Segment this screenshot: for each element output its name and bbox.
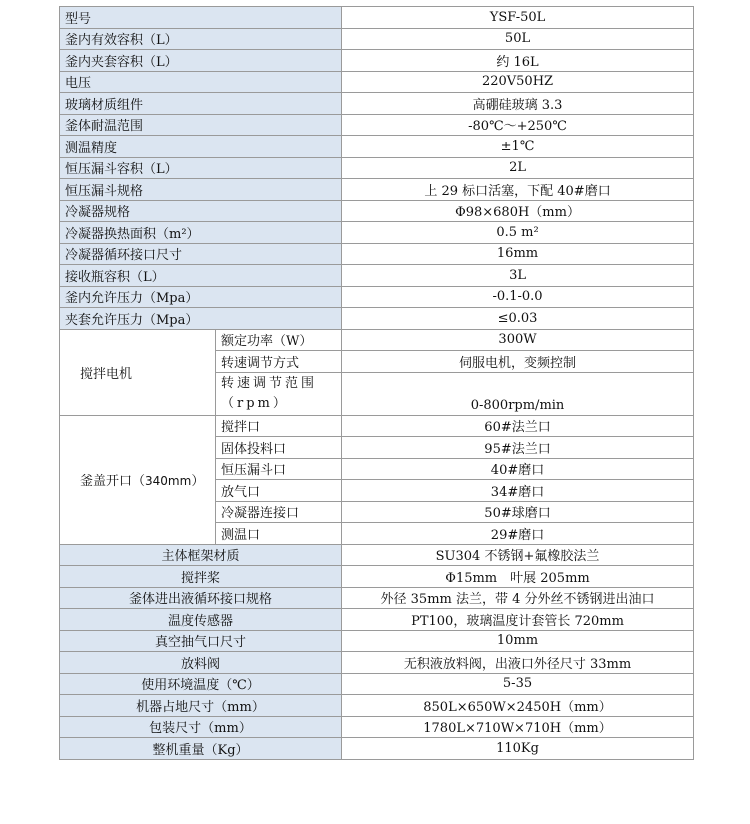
table-row [60, 566, 694, 588]
port-label: 冷凝器连接口 [216, 501, 342, 523]
spec-label: 主体框架材质 [60, 544, 342, 566]
port-value: 50#球磨口 [342, 501, 694, 523]
spec-label: 釜内有效容积（L） [60, 28, 342, 50]
spec-label: 恒压漏斗规格 [60, 179, 342, 201]
port-label: 搅拌口 [216, 415, 342, 437]
spec-label: 测温精度 [60, 136, 342, 158]
spec-value: PT100，玻璃温度计套管长 720mm [342, 609, 694, 631]
spec-value: 2L [342, 157, 694, 179]
spec-label: 整机重量（Kg） [60, 738, 342, 760]
port-label: 测温口 [216, 523, 342, 545]
spec-value: ≤0.03 [342, 308, 694, 330]
spec-label: 冷凝器规格 [60, 200, 342, 222]
spec-label: 冷凝器换热面积（m²） [60, 222, 342, 244]
spec-label: 型号 [60, 7, 342, 29]
table-row [60, 587, 694, 609]
table-row [60, 308, 694, 330]
spec-value: 50L [342, 28, 694, 50]
port-value: 60#法兰口 [342, 415, 694, 437]
spec-value: 0.5 m² [342, 222, 694, 244]
port-label: 放气口 [216, 480, 342, 502]
lid-group-unit: 340mm [145, 474, 192, 488]
table-row [60, 200, 694, 222]
spec-label: 接收瓶容积（L） [60, 265, 342, 287]
spec-value: 无积液放料阀，出液口外径尺寸 33mm [342, 652, 694, 674]
port-value: 40#磨口 [342, 458, 694, 480]
motor-range-value: 0-800rpm/min [342, 372, 694, 415]
spec-label: 使用环境温度（℃） [60, 673, 342, 695]
spec-table [59, 6, 694, 760]
spec-value: 外径 35mm 法兰，带 4 分外丝不锈钢进出油口 [342, 587, 694, 609]
motor-power-value: 300W [342, 329, 694, 351]
spec-value: 3L [342, 265, 694, 287]
spec-value: Φ15mm 叶展 205mm [342, 566, 694, 588]
port-value: 95#法兰口 [342, 437, 694, 459]
motor-range-label [216, 372, 342, 415]
spec-value: 850L×650W×2450H（mm） [342, 695, 694, 717]
motor-range-label-line2: （rpm） [221, 396, 289, 411]
spec-value: ±1℃ [342, 136, 694, 158]
table-row [60, 630, 694, 652]
table-row [60, 265, 694, 287]
table-row [60, 673, 694, 695]
spec-label: 机器占地尺寸（mm） [60, 695, 342, 717]
table-row [60, 114, 694, 136]
spec-value: -80℃～+250℃ [342, 114, 694, 136]
lid-group-label [60, 415, 216, 544]
spec-label: 包装尺寸（mm） [60, 716, 342, 738]
spec-value: 上 29 标口活塞，下配 40#磨口 [342, 179, 694, 201]
table-row [60, 136, 694, 158]
table-row [60, 716, 694, 738]
spec-value: 高硼硅玻璃 3.3 [342, 93, 694, 115]
spec-value: 1780L×710W×710H（mm） [342, 716, 694, 738]
spec-value: 约 16L [342, 50, 694, 72]
motor-group-label: 搅拌电机 [60, 329, 216, 415]
motor-power-label: 额定功率（W） [216, 329, 342, 351]
spec-label: 电压 [60, 71, 342, 93]
table-row [60, 243, 694, 265]
spec-label: 玻璃材质组件 [60, 93, 342, 115]
motor-range-label-line1: 转速调节范围 [221, 376, 318, 391]
port-label: 固体投料口 [216, 437, 342, 459]
lid-group-text: 釜盖开口（ [80, 474, 146, 489]
table-row [60, 28, 694, 50]
spec-value: SU304 不锈钢+氟橡胶法兰 [342, 544, 694, 566]
spec-value: 10mm [342, 630, 694, 652]
table-row [60, 695, 694, 717]
table-row [60, 286, 694, 308]
spec-label: 釜内允许压力（Mpa） [60, 286, 342, 308]
spec-value: -0.1-0.0 [342, 286, 694, 308]
spec-value: 110Kg [342, 738, 694, 760]
table-row [60, 157, 694, 179]
spec-value: 16mm [342, 243, 694, 265]
table-row [60, 93, 694, 115]
table-row [60, 329, 694, 351]
spec-label: 冷凝器循环接口尺寸 [60, 243, 342, 265]
motor-mode-value: 伺服电机，变频控制 [342, 351, 694, 373]
spec-label: 温度传感器 [60, 609, 342, 631]
table-row [60, 50, 694, 72]
spec-value: 220V50HZ [342, 71, 694, 93]
spec-label: 放料阀 [60, 652, 342, 674]
table-row [60, 652, 694, 674]
port-label: 恒压漏斗口 [216, 458, 342, 480]
spec-label: 真空抽气口尺寸 [60, 630, 342, 652]
table-row [60, 71, 694, 93]
spec-label: 恒压漏斗容积（L） [60, 157, 342, 179]
table-row [60, 609, 694, 631]
table-row [60, 179, 694, 201]
table-row [60, 738, 694, 760]
table-row [60, 222, 694, 244]
motor-mode-label: 转速调节方式 [216, 351, 342, 373]
spec-label: 釜内夹套容积（L） [60, 50, 342, 72]
spec-label: 釜体进出液循环接口规格 [60, 587, 342, 609]
table-row [60, 544, 694, 566]
spec-value: YSF-50L [342, 7, 694, 29]
spec-label: 釜体耐温范围 [60, 114, 342, 136]
spec-value: 5-35 [342, 673, 694, 695]
port-value: 29#磨口 [342, 523, 694, 545]
port-value: 34#磨口 [342, 480, 694, 502]
spec-label: 夹套允许压力（Mpa） [60, 308, 342, 330]
table-row [60, 7, 694, 29]
spec-label: 搅拌桨 [60, 566, 342, 588]
lid-group-close: ） [191, 474, 205, 489]
spec-value: Φ98×680H（mm） [342, 200, 694, 222]
table-row [60, 415, 694, 437]
